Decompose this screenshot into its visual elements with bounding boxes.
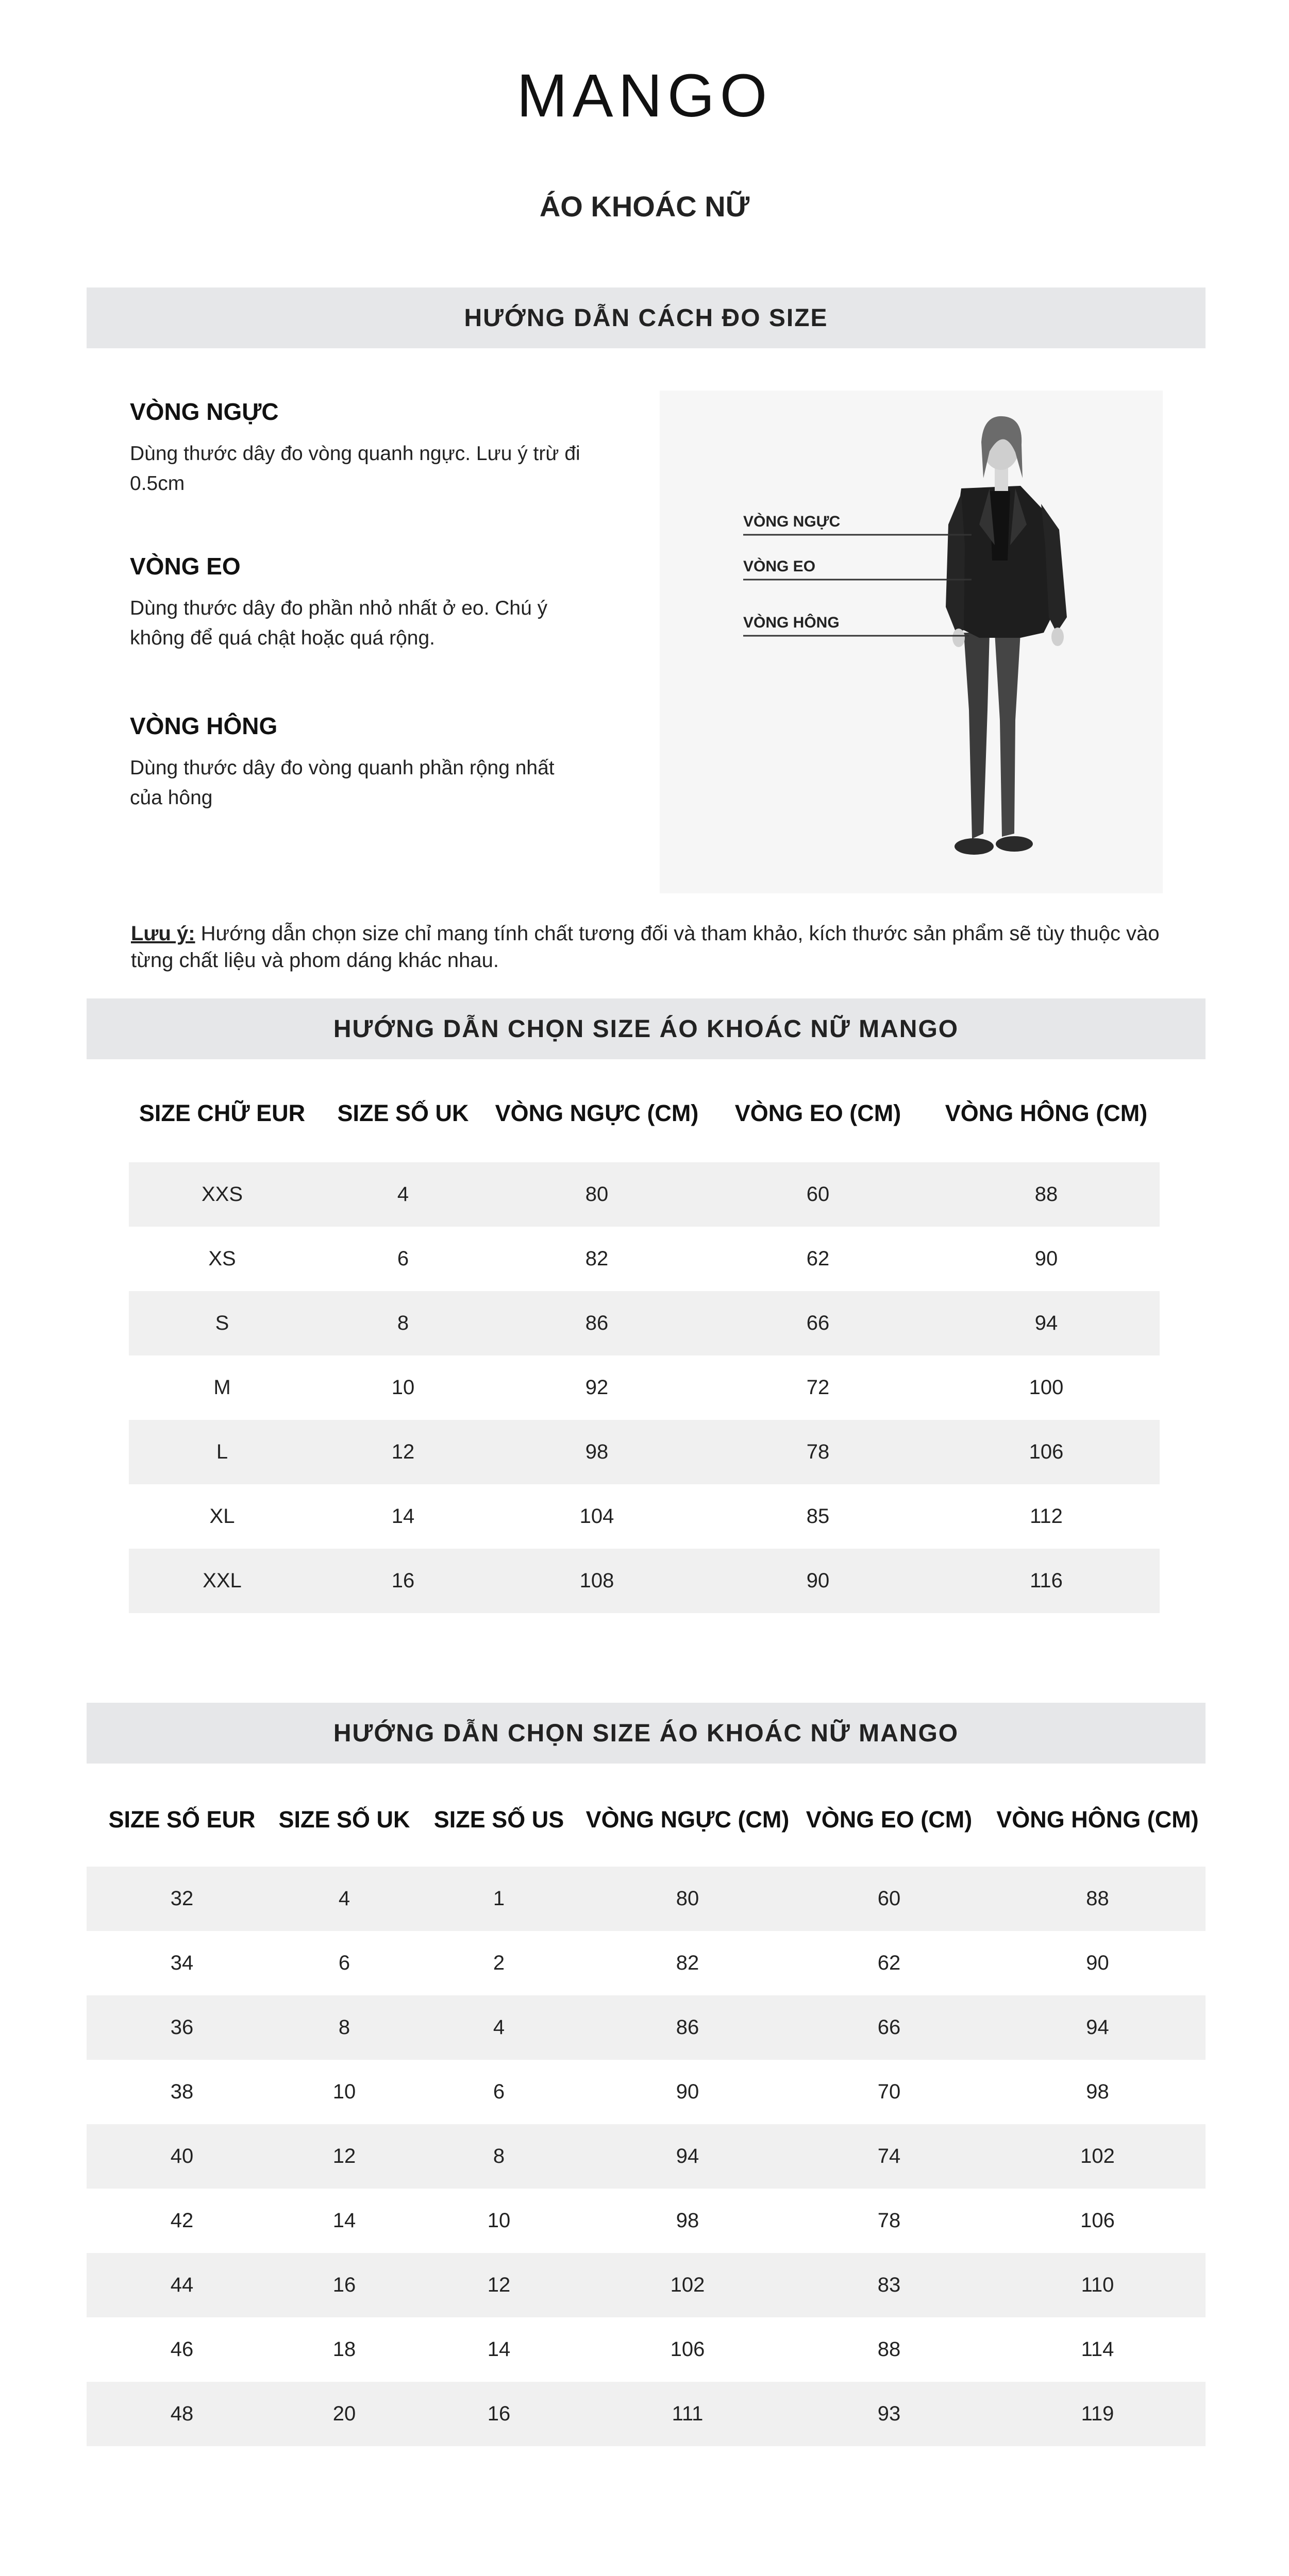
table-cell: 44	[170, 2274, 194, 2296]
table-row	[129, 1291, 1160, 1355]
figure-chest-label: VÒNG NGỰC	[743, 513, 841, 530]
table2-header-cell: SIZE SỐ EUR	[108, 1806, 256, 1833]
table-cell: 8	[338, 2016, 350, 2039]
table-cell: 14	[332, 2209, 356, 2232]
table-cell: 93	[877, 2402, 901, 2425]
chest-text: Dùng thước dây đo vòng quanh ngực. Lưu ý trừ đi 0.5cm	[130, 443, 580, 495]
table-cell: XXL	[203, 1569, 242, 1592]
table-cell: 78	[877, 2209, 901, 2232]
table-cell: 60	[877, 1887, 901, 1910]
table-cell: 8	[493, 2145, 505, 2167]
table-cell: 36	[170, 2016, 194, 2039]
table-cell: 86	[585, 1312, 609, 1334]
table2-header-cell: SIZE SỐ UK	[278, 1806, 410, 1833]
table-cell: 1	[493, 1887, 505, 1910]
table-row	[129, 1484, 1160, 1549]
table-cell: 32	[170, 1887, 194, 1910]
table-cell: 88	[877, 2338, 901, 2361]
table-cell: 12	[332, 2145, 356, 2167]
table-cell: 100	[1029, 1376, 1064, 1399]
chest-heading: VÒNG NGỰC	[130, 398, 279, 425]
table1-header-cell: VÒNG HÔNG (CM)	[945, 1100, 1148, 1126]
table-row	[129, 1227, 1160, 1291]
table-cell: L	[216, 1440, 228, 1463]
table-cell: XXS	[201, 1183, 243, 1206]
table-cell: 2	[493, 1952, 505, 1974]
table2-header-cell: VÒNG EO (CM)	[806, 1806, 973, 1833]
table-cell: 102	[670, 2274, 705, 2296]
table-cell: 10	[332, 2080, 356, 2103]
table-cell: 90	[1034, 1247, 1058, 1270]
hip-heading: VÒNG HÔNG	[130, 713, 278, 739]
table-cell: 46	[170, 2338, 194, 2361]
table-cell: 6	[493, 2080, 505, 2103]
table-cell: 4	[493, 2016, 505, 2039]
table-cell: 34	[170, 1952, 194, 1974]
table-row	[129, 1355, 1160, 1420]
table-cell: 66	[877, 2016, 901, 2039]
table-cell: 12	[391, 1440, 415, 1463]
table-cell: 14	[487, 2338, 511, 2361]
table-cell: 85	[806, 1505, 830, 1528]
table-cell: 20	[332, 2402, 356, 2425]
table-cell: 88	[1034, 1183, 1058, 1206]
table-row	[129, 1549, 1160, 1613]
table-cell: 16	[487, 2402, 511, 2425]
table-cell: 90	[1086, 1952, 1109, 1974]
brand-logo: MANGO	[516, 62, 773, 130]
table-cell: 80	[585, 1183, 609, 1206]
table-cell: 102	[1080, 2145, 1115, 2167]
table-cell: XL	[209, 1505, 235, 1528]
table-cell: 106	[670, 2338, 705, 2361]
model-illustration	[660, 391, 1163, 893]
table-row	[87, 2317, 1206, 2382]
size-table-numbers	[87, 1785, 1206, 2446]
table-row	[129, 1420, 1160, 1484]
table1-title: HƯỚNG DẪN CHỌN SIZE ÁO KHOÁC NỮ MANGO	[87, 998, 1206, 1059]
table-cell: 40	[170, 2145, 194, 2167]
table1-header-cell: SIZE SỐ UK	[337, 1100, 469, 1126]
table-cell: 86	[676, 2016, 699, 2039]
table-row	[87, 2060, 1206, 2124]
table2-header-cell: VÒNG NGỰC (CM)	[585, 1806, 790, 1833]
table-cell: 10	[487, 2209, 511, 2232]
table-cell: 111	[672, 2402, 704, 2425]
table-cell: 4	[338, 1887, 350, 1910]
table-cell: 6	[397, 1247, 409, 1270]
note-label: Lưu ý:	[131, 922, 195, 945]
table-cell: S	[215, 1312, 229, 1334]
table-cell: XS	[208, 1247, 236, 1270]
table-row	[87, 1931, 1206, 1995]
table-cell: 78	[806, 1440, 830, 1463]
table-cell: 48	[170, 2402, 194, 2425]
table-cell: 104	[579, 1505, 614, 1528]
table-cell: 108	[579, 1569, 614, 1592]
figure-hip-label: VÒNG HÔNG	[743, 614, 840, 631]
table-cell: 38	[170, 2080, 194, 2103]
table-cell: 82	[676, 1952, 699, 1974]
table-cell: 80	[676, 1887, 699, 1910]
table-cell: 112	[1030, 1505, 1063, 1528]
table-cell: 6	[338, 1952, 350, 1974]
table1-header-cell: VÒNG NGỰC (CM)	[495, 1100, 699, 1126]
table-cell: 74	[877, 2145, 901, 2167]
table2-header-cell: SIZE SỐ US	[433, 1806, 564, 1833]
table-cell: 82	[585, 1247, 609, 1270]
waist-heading: VÒNG EO	[130, 553, 241, 580]
table2-header-cell: VÒNG HÔNG (CM)	[996, 1806, 1199, 1833]
table-cell: 98	[676, 2209, 699, 2232]
table-cell: 98	[1086, 2080, 1109, 2103]
figure-waist-label: VÒNG EO	[743, 558, 816, 575]
hip-text: Dùng thước dây đo vòng quanh phần rộng nhất của hông	[130, 757, 555, 809]
table-cell: 90	[806, 1569, 830, 1592]
table-cell: 90	[676, 2080, 699, 2103]
table-cell: 83	[877, 2274, 901, 2296]
table-cell: 8	[397, 1312, 409, 1334]
table2-title: HƯỚNG DẪN CHỌN SIZE ÁO KHOÁC NỮ MANGO	[87, 1703, 1206, 1764]
table-cell: 72	[806, 1376, 830, 1399]
waist-text: Dùng thước dây đo phần nhỏ nhất ở eo. Chú ý không để quá chật hoặc quá rộng.	[130, 597, 548, 649]
table-cell: 62	[877, 1952, 901, 1974]
table-row	[87, 1867, 1206, 1931]
table-cell: 16	[391, 1569, 415, 1592]
table-cell: 4	[397, 1183, 409, 1206]
note-text: Hướng dẫn chọn size chỉ mang tính chất tương đối và tham khảo, kích thước sản phẩm sẽ tùy thuộc vào từng chất liệu và phom dáng khác nhau.	[131, 922, 1160, 972]
note	[131, 920, 1172, 974]
table-cell: 110	[1081, 2274, 1114, 2296]
table-cell: 14	[391, 1505, 415, 1528]
table-cell: 70	[877, 2080, 901, 2103]
table-cell: 60	[806, 1183, 830, 1206]
table-cell: 106	[1029, 1440, 1064, 1463]
table-cell: 119	[1081, 2402, 1114, 2425]
table-cell: 92	[585, 1376, 609, 1399]
page-title: ÁO KHOÁC NỮ	[539, 190, 750, 223]
table-row	[87, 1995, 1206, 2060]
table1-header-cell: SIZE CHỮ EUR	[139, 1100, 306, 1126]
table1-header	[129, 1079, 1160, 1148]
table-cell: 88	[1086, 1887, 1109, 1910]
table-cell: 94	[1034, 1312, 1058, 1334]
table-cell: 98	[585, 1440, 609, 1463]
table-row	[87, 2124, 1206, 2189]
table-cell: 10	[391, 1376, 415, 1399]
table-cell: 16	[332, 2274, 356, 2296]
size-table-letters	[129, 1079, 1160, 1613]
table-cell: 18	[332, 2338, 356, 2361]
table-row	[87, 2382, 1206, 2446]
table-cell: 42	[170, 2209, 194, 2232]
table-cell: 12	[487, 2274, 511, 2296]
table-cell: 114	[1081, 2338, 1114, 2361]
table-row	[87, 2253, 1206, 2317]
table-row	[87, 2189, 1206, 2253]
table-cell: 116	[1030, 1569, 1063, 1592]
table-cell: 94	[1086, 2016, 1109, 2039]
table2-header	[87, 1785, 1206, 1854]
table-row	[129, 1162, 1160, 1227]
table-cell: 106	[1080, 2209, 1115, 2232]
table1-header-cell: VÒNG EO (CM)	[734, 1100, 901, 1126]
model-figure	[660, 391, 1163, 893]
table-cell: M	[213, 1376, 231, 1399]
table-cell: 62	[806, 1247, 830, 1270]
table-cell: 66	[806, 1312, 830, 1334]
measure-guide-title: HƯỚNG DẪN CÁCH ĐO SIZE	[87, 287, 1206, 348]
table-cell: 94	[676, 2145, 699, 2167]
